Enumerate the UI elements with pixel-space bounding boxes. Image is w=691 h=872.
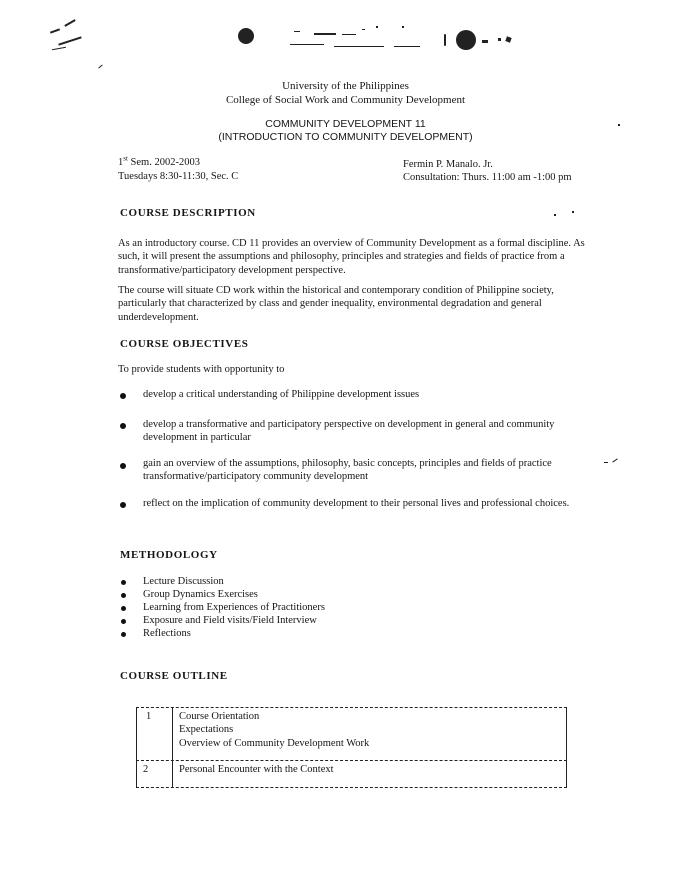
bullet-icon (120, 502, 126, 508)
schedule: Tuesdays 8:30-11:30, Sec. C (118, 171, 239, 182)
description-paragraph-1: As an introductory course. CD 11 provides an overview of Community Development as a formal discipline. As such, it will present the assumptions and philosophy, principles and strategies and fields of practice from a transformative/participatory development perspective. (118, 238, 585, 276)
course-outline-heading: COURSE OUTLINE (120, 670, 228, 682)
course-title: COMMUNITY DEVELOPMENT 11 (265, 118, 426, 130)
bullet-icon (120, 423, 126, 429)
bullet-icon (120, 393, 126, 399)
instructor: Fermin P. Manalo. Jr. (403, 159, 493, 170)
objective-item: develop a transformative and participatory perspective on development in general and community development in particular (143, 419, 555, 443)
methodology-item: Lecture Discussion (143, 576, 224, 587)
methodology-heading: METHODOLOGY (120, 549, 218, 561)
bullet-icon (121, 593, 126, 598)
course-description-heading: COURSE DESCRIPTION (120, 207, 256, 219)
methodology-item: Reflections (143, 628, 191, 639)
objective-item: develop a critical understanding of Philippine development issues (143, 389, 420, 400)
outline-row-number: 1 (146, 711, 152, 722)
methodology-item: Learning from Experiences of Practitioners (143, 602, 325, 613)
objectives-intro: To provide students with opportunity to (118, 364, 285, 375)
university-name: University of the Philippines (282, 80, 409, 92)
course-objectives-heading: COURSE OBJECTIVES (120, 338, 249, 350)
college-name: College of Social Work and Community Development (225, 94, 466, 106)
bullet-icon (121, 580, 126, 585)
semester: 1st Sem. 2002-2003 (118, 154, 200, 168)
outline-row-line: Course Orientation (179, 711, 260, 722)
bullet-icon (121, 632, 126, 637)
description-paragraph-2: The course will situate CD work within the historical and contemporary condition of Philippine society, particularly that characterized by class and gender inequality, environmental degradation and general underdevelopment. (118, 285, 554, 323)
outline-row-number: 2 (143, 764, 149, 775)
methodology-item: Group Dynamics Exercises (143, 589, 258, 600)
methodology-item: Exposure and Field visits/Field Interview (143, 615, 317, 626)
bullet-icon (120, 463, 126, 469)
outline-row-line: Overview of Community Development Work (179, 738, 370, 749)
bullet-icon (121, 606, 126, 611)
outline-row-line: Expectations (179, 724, 234, 735)
outline-row-line: Personal Encounter with the Context (179, 764, 334, 775)
objective-item: gain an overview of the assumptions, philosophy, basic concepts, principles and fields of practice transformative/participatory community development (143, 458, 552, 482)
bullet-icon (121, 619, 126, 624)
course-subtitle: (INTRODUCTION TO COMMUNITY DEVELOPMENT) (218, 131, 473, 143)
consultation-hours: Consultation: Thurs. 11:00 am -1:00 pm (403, 172, 572, 183)
objective-item: reflect on the implication of community development to their personal lives and professional choices. (143, 498, 570, 509)
